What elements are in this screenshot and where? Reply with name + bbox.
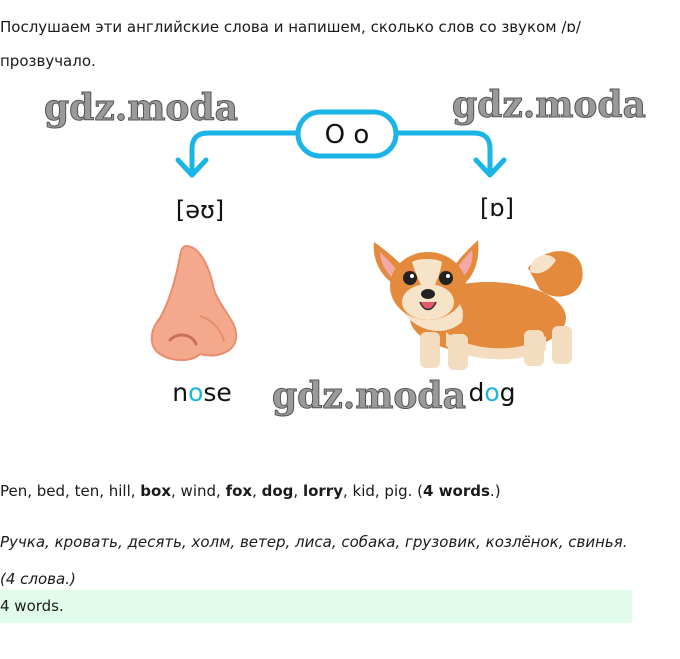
right-arrow (396, 133, 504, 175)
word-dog-vowel: o (484, 378, 500, 407)
words-part-3: , (252, 482, 262, 500)
phonetic-right: [ɒ] (480, 194, 514, 222)
translation (0, 524, 675, 598)
watermark-top-left: gdz.moda (44, 87, 238, 129)
left-arrow (178, 133, 298, 175)
watermark-center: gdz.moda (272, 375, 466, 417)
task-line-2: прозвучало. (0, 52, 96, 70)
word-count: 4 words (423, 482, 490, 500)
word-lorry: lorry (302, 482, 343, 500)
word-dog-suffix: g (499, 378, 516, 407)
words-part-4: , (293, 482, 303, 500)
word-list (0, 482, 501, 500)
dog-image (374, 240, 583, 370)
word-dog (468, 378, 515, 407)
words-part-6: .) (489, 482, 501, 500)
word-fox: fox (225, 482, 253, 500)
task-instruction (0, 10, 670, 78)
task-line-1: Послушаем эти английские слова и напишем, сколько слов со звуком /ɒ/ (0, 18, 581, 36)
word-dog-bold: dog (261, 482, 294, 500)
watermark-top-right: gdz.moda (452, 84, 646, 126)
word-nose-suffix: se (203, 378, 232, 407)
answer-box: 4 words. (0, 590, 632, 623)
word-box: box (140, 482, 172, 500)
nose-image (152, 246, 236, 360)
words-part-2: , wind, (171, 482, 226, 500)
translation-line-2: (4 слова.) (0, 570, 76, 588)
words-part-1: Pen, bed, ten, hill, (0, 482, 141, 500)
word-nose (172, 378, 232, 407)
translation-line-1: Ручка, кровать, десять, холм, ветер, лиса, собака, грузовик, козлёнок, свинья. (0, 533, 628, 551)
word-dog-prefix: d (468, 378, 485, 407)
word-nose-prefix: n (172, 378, 189, 407)
phonics-illustration (0, 80, 680, 420)
phonetic-left: [əʊ] (175, 196, 225, 224)
words-part-5: , kid, pig. ( (342, 482, 424, 500)
center-letter: O o (324, 120, 370, 150)
word-nose-vowel: o (188, 378, 204, 407)
